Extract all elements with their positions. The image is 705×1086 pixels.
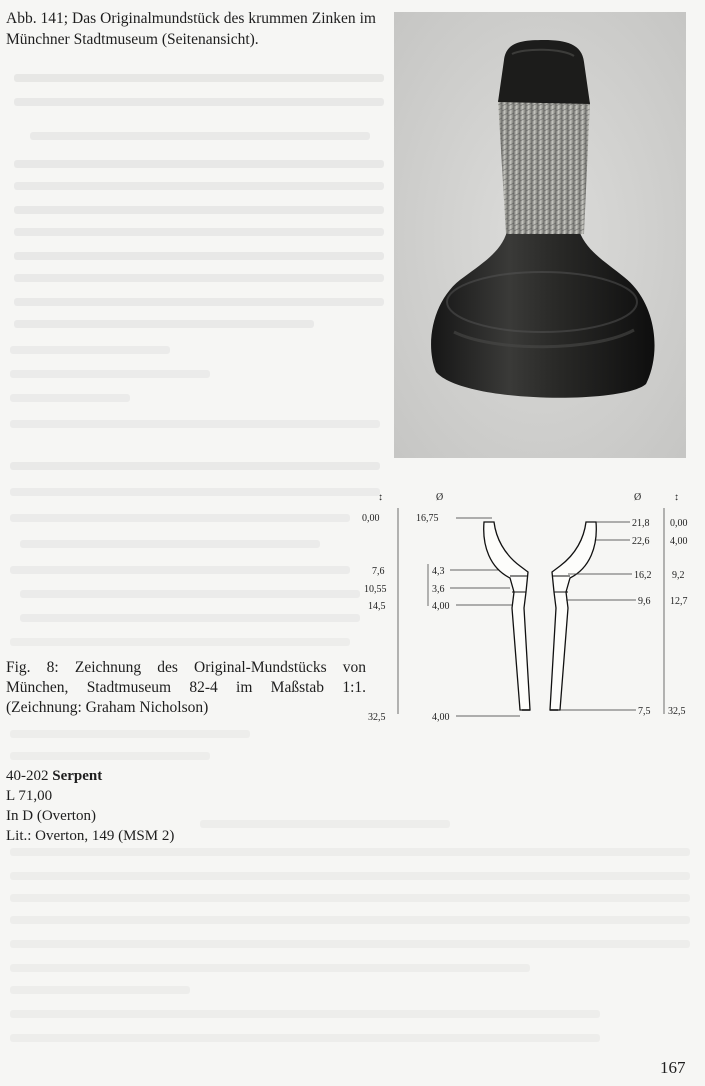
entry-title: Serpent xyxy=(52,768,103,784)
mouthpiece-drawing xyxy=(360,488,700,728)
right-length-0: 0,00 xyxy=(670,518,688,529)
right-header-diameter: Ø xyxy=(634,492,642,503)
left-header-diameter: Ø xyxy=(436,492,444,503)
left-length-3: 14,5 xyxy=(368,601,386,612)
left-diameter-4: 4,00 xyxy=(432,712,450,723)
figure-caption: Fig. 8: Zeichnung des Original-Mundstücks von München, Stadtmuseum 82-4 im Maßstab 1:1. (Zeichnung: Graham Nicholson) xyxy=(6,659,366,716)
right-length-3: 12,7 xyxy=(670,596,688,607)
right-diameter-0: 21,8 xyxy=(632,518,650,529)
entry-pitch: In D (Overton) xyxy=(6,808,96,824)
right-diameter-4: 7,5 xyxy=(638,706,651,717)
right-length-4: 32,5 xyxy=(668,706,686,717)
entry-literature: Lit.: Overton, 149 (MSM 2) xyxy=(6,828,175,844)
left-length-0: 0,00 xyxy=(362,513,380,524)
left-diameter-1: 4,3 xyxy=(432,566,445,577)
right-diameter-1: 22,6 xyxy=(632,536,650,547)
entry-heading xyxy=(6,766,174,786)
left-diameter-0: 16,75 xyxy=(416,513,439,524)
catalog-entry xyxy=(6,766,174,846)
left-length-4: 32,5 xyxy=(368,712,386,723)
entry-length: L 71,00 xyxy=(6,788,53,804)
right-header-length: ↕ xyxy=(674,492,679,503)
right-diameter-3: 9,6 xyxy=(638,596,651,607)
right-length-2: 9,2 xyxy=(672,570,685,581)
left-length-2: 10,55 xyxy=(364,584,387,595)
left-length-1: 7,6 xyxy=(372,566,385,577)
right-length-1: 4,00 xyxy=(670,536,688,547)
mouthpiece-photo xyxy=(394,12,686,458)
left-diameter-2: 3,6 xyxy=(432,584,445,595)
entry-number: 40-202 xyxy=(6,768,49,784)
left-diameter-3: 4,00 xyxy=(432,601,450,612)
page-number: 167 xyxy=(660,1058,686,1077)
right-diameter-2: 16,2 xyxy=(634,570,652,581)
left-header-length: ↕ xyxy=(378,492,383,503)
photo-caption: Abb. 141; Das Originalmundstück des krummen Zinken im Münchner Stadtmuseum (Seitenansicht). xyxy=(6,10,376,48)
